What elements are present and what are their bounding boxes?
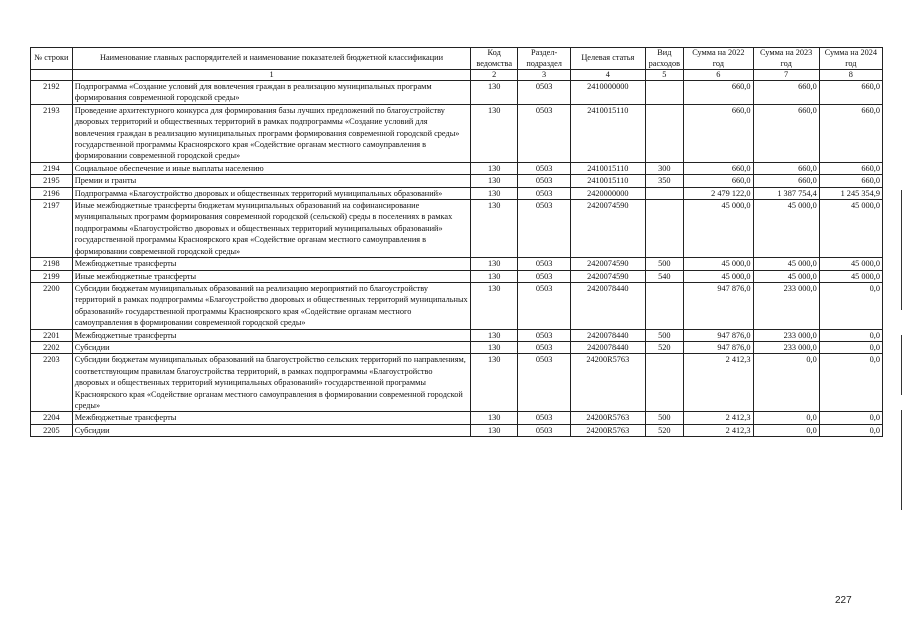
sum-2023-cell: 45 000,0 <box>753 258 819 270</box>
header-cell-name: Наименование главных распорядителей и наименование показателей бюджетной классификации <box>72 48 470 70</box>
expense-type-cell: 350 <box>645 175 684 187</box>
table-row <box>31 81 883 105</box>
table-row <box>31 175 883 187</box>
sum-2023-cell: 0,0 <box>753 412 819 424</box>
column-number-cell: 1 <box>72 70 470 81</box>
expense-type-cell <box>645 187 684 199</box>
dept-code-cell: 130 <box>471 162 518 174</box>
sum-2024-cell: 0,0 <box>819 424 882 436</box>
dept-code-cell: 130 <box>471 354 518 412</box>
sum-2022-cell: 2 412,3 <box>684 412 753 424</box>
header-cell-expense-type: Вид расходов <box>645 48 684 70</box>
target-article-cell: 2420078440 <box>571 282 645 329</box>
sum-2022-cell: 2 412,3 <box>684 354 753 412</box>
expense-type-cell <box>645 282 684 329</box>
expense-type-cell: 520 <box>645 424 684 436</box>
sum-2024-cell: 45 000,0 <box>819 270 882 282</box>
name-cell: Субсидии <box>72 341 470 353</box>
table-row <box>31 424 883 436</box>
target-article-cell: 2410015110 <box>571 175 645 187</box>
expense-type-cell: 520 <box>645 341 684 353</box>
row-number-cell: 2203 <box>31 354 73 412</box>
section-cell: 0503 <box>518 200 571 258</box>
dept-code-cell: 130 <box>471 270 518 282</box>
dept-code-cell: 130 <box>471 341 518 353</box>
expense-type-cell <box>645 81 684 105</box>
dept-code-cell: 130 <box>471 424 518 436</box>
name-cell: Премии и гранты <box>72 175 470 187</box>
dept-code-cell: 130 <box>471 282 518 329</box>
sum-2022-cell: 947 876,0 <box>684 341 753 353</box>
header-cell-target-article: Целевая статья <box>571 48 645 70</box>
expense-type-cell <box>645 104 684 162</box>
sum-2022-cell: 2 412,3 <box>684 424 753 436</box>
table-row <box>31 282 883 329</box>
sum-2024-cell: 1 245 354,9 <box>819 187 882 199</box>
dept-code-cell: 130 <box>471 329 518 341</box>
header-cell-section: Раздел-подраздел <box>518 48 571 70</box>
header-cell-sum-2022: Сумма на 2022 год <box>684 48 753 70</box>
row-number-cell: 2196 <box>31 187 73 199</box>
name-cell: Подпрограмма «Создание условий для вовлечения граждан в реализацию муниципальных программ формирования современной городской среды» <box>72 81 470 105</box>
dept-code-cell: 130 <box>471 175 518 187</box>
expense-type-cell <box>645 200 684 258</box>
sum-2022-cell: 660,0 <box>684 162 753 174</box>
expense-type-cell: 500 <box>645 412 684 424</box>
target-article-cell: 2410015110 <box>571 104 645 162</box>
name-cell: Иные межбюджетные трансферты <box>72 270 470 282</box>
binding-edge-line <box>901 410 902 510</box>
sum-2022-cell: 660,0 <box>684 81 753 105</box>
column-number-cell <box>31 70 73 81</box>
sum-2023-cell: 45 000,0 <box>753 270 819 282</box>
table-row <box>31 354 883 412</box>
sum-2024-cell: 660,0 <box>819 81 882 105</box>
column-number-cell: 4 <box>571 70 645 81</box>
sum-2024-cell: 660,0 <box>819 104 882 162</box>
column-number-cell: 8 <box>819 70 882 81</box>
name-cell: Субсидии <box>72 424 470 436</box>
sum-2024-cell: 0,0 <box>819 341 882 353</box>
section-cell: 0503 <box>518 104 571 162</box>
name-cell: Социальное обеспечение и иные выплаты населению <box>72 162 470 174</box>
sum-2024-cell: 0,0 <box>819 282 882 329</box>
section-cell: 0503 <box>518 354 571 412</box>
page-number: 227 <box>835 595 852 606</box>
row-number-cell: 2195 <box>31 175 73 187</box>
sum-2022-cell: 45 000,0 <box>684 258 753 270</box>
target-article-cell: 2420074590 <box>571 270 645 282</box>
target-article-cell: 2420078440 <box>571 329 645 341</box>
section-cell: 0503 <box>518 162 571 174</box>
section-cell: 0503 <box>518 175 571 187</box>
sum-2023-cell: 660,0 <box>753 175 819 187</box>
column-number-cell: 7 <box>753 70 819 81</box>
expense-type-cell: 540 <box>645 270 684 282</box>
column-number-cell: 6 <box>684 70 753 81</box>
column-number-cell: 2 <box>471 70 518 81</box>
target-article-cell: 2410015110 <box>571 162 645 174</box>
expense-type-cell <box>645 354 684 412</box>
target-article-cell: 24200R5763 <box>571 424 645 436</box>
target-article-cell: 2420074590 <box>571 258 645 270</box>
sum-2024-cell: 45 000,0 <box>819 258 882 270</box>
expense-type-cell: 300 <box>645 162 684 174</box>
target-article-cell: 2410000000 <box>571 81 645 105</box>
sum-2024-cell: 0,0 <box>819 412 882 424</box>
name-cell: Субсидии бюджетам муниципальных образований на реализацию мероприятий по благоустройству территорий в рамках подпрограммы «Благоустройство дворовых и общественных территорий муниципальных образований» государственной программы Красноярского края «Содействие органам местного самоуправления в формировании современной городской среды» <box>72 282 470 329</box>
sum-2024-cell: 660,0 <box>819 175 882 187</box>
header-cell-dept-code: Код ведомства <box>471 48 518 70</box>
sum-2022-cell: 660,0 <box>684 104 753 162</box>
dept-code-cell: 130 <box>471 412 518 424</box>
sum-2024-cell: 45 000,0 <box>819 200 882 258</box>
row-number-cell: 2200 <box>31 282 73 329</box>
sum-2023-cell: 233 000,0 <box>753 282 819 329</box>
target-article-cell: 24200R5763 <box>571 412 645 424</box>
target-article-cell: 2420000000 <box>571 187 645 199</box>
row-number-cell: 2198 <box>31 258 73 270</box>
table-row <box>31 200 883 258</box>
header-cell-row-number: № строки <box>31 48 73 70</box>
row-number-cell: 2197 <box>31 200 73 258</box>
section-cell: 0503 <box>518 424 571 436</box>
table-row <box>31 341 883 353</box>
row-number-cell: 2199 <box>31 270 73 282</box>
sum-2022-cell: 2 479 122,0 <box>684 187 753 199</box>
budget-table <box>30 47 883 437</box>
section-cell: 0503 <box>518 258 571 270</box>
table-row <box>31 162 883 174</box>
dept-code-cell: 130 <box>471 258 518 270</box>
header-row <box>31 48 883 70</box>
section-cell: 0503 <box>518 270 571 282</box>
sum-2023-cell: 0,0 <box>753 424 819 436</box>
table-row <box>31 412 883 424</box>
sum-2022-cell: 45 000,0 <box>684 200 753 258</box>
section-cell: 0503 <box>518 341 571 353</box>
row-number-cell: 2194 <box>31 162 73 174</box>
section-cell: 0503 <box>518 81 571 105</box>
name-cell: Иные межбюджетные трансферты бюджетам муниципальных образований на софинансирование муниципальных программ формирования современной городской (сельской) среды в поселениях в рамках подпрограммы «Благоустройство дворовых и общественных территорий муниципальных образований» государственной программы Красноярского края «Содействие органам местного самоуправления в формировании современной городской среды» <box>72 200 470 258</box>
binding-edge-line <box>901 190 902 310</box>
name-cell: Субсидии бюджетам муниципальных образований на благоустройство сельских территорий по направлениям, соответствующим правилам благоустройства территорий, в рамках подпрограммы «Благоустройство дворовых и общественных территорий муниципальных образований» государственной программы Красноярского края «Содействие органам местного самоуправления в формировании современной городской среды» <box>72 354 470 412</box>
name-cell: Подпрограмма «Благоустройство дворовых и общественных территорий муниципальных образований» <box>72 187 470 199</box>
row-number-cell: 2192 <box>31 81 73 105</box>
sum-2023-cell: 233 000,0 <box>753 341 819 353</box>
sum-2022-cell: 947 876,0 <box>684 282 753 329</box>
row-number-cell: 2204 <box>31 412 73 424</box>
table-row <box>31 329 883 341</box>
target-article-cell: 2420074590 <box>571 200 645 258</box>
dept-code-cell: 130 <box>471 200 518 258</box>
sum-2024-cell: 660,0 <box>819 162 882 174</box>
table-body <box>31 81 883 437</box>
sum-2024-cell: 0,0 <box>819 354 882 412</box>
column-number-row <box>31 70 883 81</box>
table-row <box>31 104 883 162</box>
section-cell: 0503 <box>518 329 571 341</box>
section-cell: 0503 <box>518 412 571 424</box>
row-number-cell: 2201 <box>31 329 73 341</box>
dept-code-cell: 130 <box>471 81 518 105</box>
dept-code-cell: 130 <box>471 187 518 199</box>
expense-type-cell: 500 <box>645 258 684 270</box>
table-row <box>31 270 883 282</box>
target-article-cell: 24200R5763 <box>571 354 645 412</box>
sum-2022-cell: 947 876,0 <box>684 329 753 341</box>
column-number-cell: 5 <box>645 70 684 81</box>
header-cell-sum-2024: Сумма на 2024 год <box>819 48 882 70</box>
table-row <box>31 258 883 270</box>
expense-type-cell: 500 <box>645 329 684 341</box>
sum-2023-cell: 45 000,0 <box>753 200 819 258</box>
sum-2023-cell: 660,0 <box>753 162 819 174</box>
header-cell-sum-2023: Сумма на 2023 год <box>753 48 819 70</box>
row-number-cell: 2205 <box>31 424 73 436</box>
column-number-cell: 3 <box>518 70 571 81</box>
target-article-cell: 2420078440 <box>571 341 645 353</box>
dept-code-cell: 130 <box>471 104 518 162</box>
section-cell: 0503 <box>518 187 571 199</box>
name-cell: Межбюджетные трансферты <box>72 329 470 341</box>
section-cell: 0503 <box>518 282 571 329</box>
name-cell: Межбюджетные трансферты <box>72 412 470 424</box>
sum-2024-cell: 0,0 <box>819 329 882 341</box>
sum-2023-cell: 0,0 <box>753 354 819 412</box>
name-cell: Межбюджетные трансферты <box>72 258 470 270</box>
binding-edge-line <box>901 335 902 395</box>
row-number-cell: 2193 <box>31 104 73 162</box>
sum-2023-cell: 660,0 <box>753 104 819 162</box>
table-row <box>31 187 883 199</box>
sum-2022-cell: 660,0 <box>684 175 753 187</box>
name-cell: Проведение архитектурного конкурса для формирования базы лучших предложений по благоустройству дворовых территорий и общественных территорий в рамках подпрограммы «Создание условий для вовлечения граждан в реализацию муниципальных программ формирования современной городской среды» государственной программы Красноярского края «Содействие органам местного самоуправления в формировании современной городской среды» <box>72 104 470 162</box>
sum-2022-cell: 45 000,0 <box>684 270 753 282</box>
row-number-cell: 2202 <box>31 341 73 353</box>
sum-2023-cell: 233 000,0 <box>753 329 819 341</box>
sum-2023-cell: 660,0 <box>753 81 819 105</box>
sum-2023-cell: 1 387 754,4 <box>753 187 819 199</box>
